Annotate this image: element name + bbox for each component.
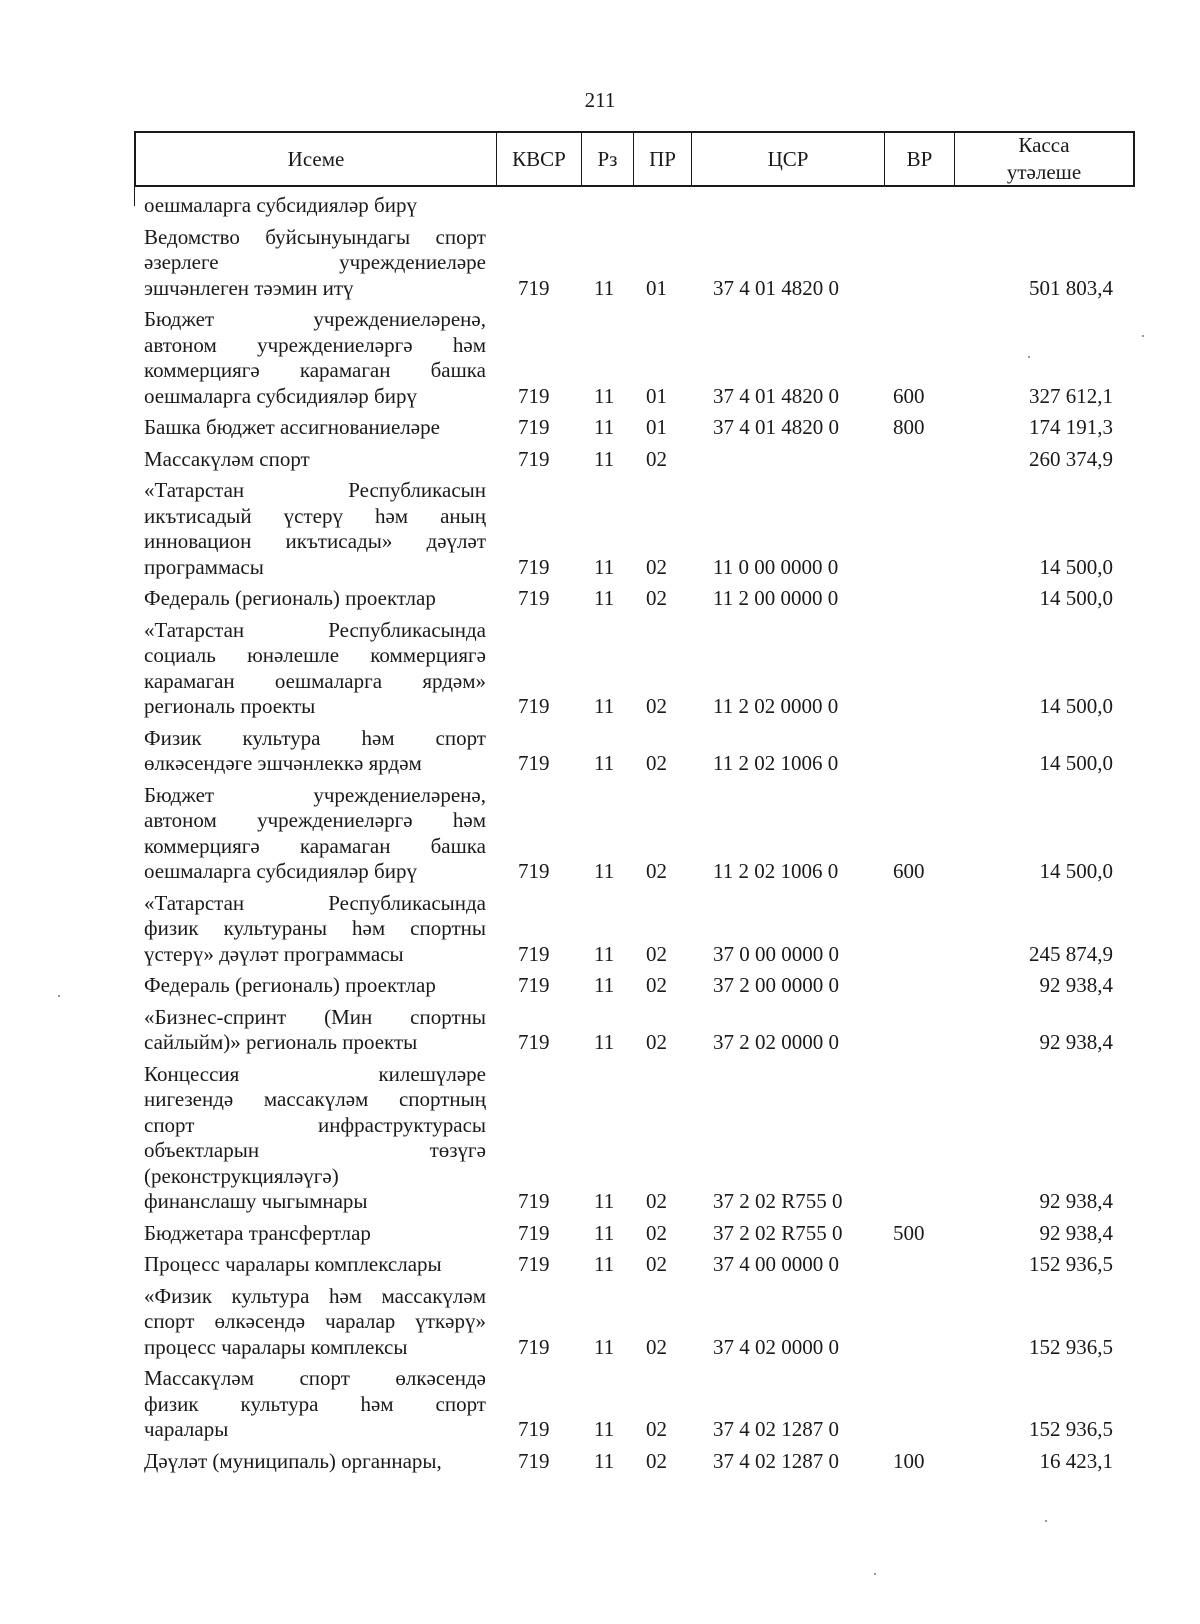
row-name [144,618,486,720]
row-name-line: «Бизнес-спринт (Мин спортны [144,1004,486,1029]
scan-speck [1142,335,1144,337]
row-name-line: икътисадый үстерү һәм аның [144,503,486,528]
header-sum: Касса утәлеше [1006,133,1082,184]
row-name-line: коммерциягә карамаган башка [144,358,486,382]
row-name-line: оешмаларга субсидияләр бирү [144,859,417,883]
row-kvsr: 719 [518,1417,550,1441]
row-name-line: инновацион икътисады» дәүләт [144,529,486,553]
row-name [144,478,486,580]
row-csr: 37 2 00 0000 0 [713,973,839,997]
row-kvsr: 719 [518,751,550,775]
row-csr: 37 4 00 0000 0 [713,1252,839,1276]
row-name [144,225,486,302]
row-kvsr: 719 [518,554,550,579]
row-name-line: нигезендә массакүләм спортның [144,1087,486,1111]
row-pr: 01 [646,415,667,439]
row-name [144,1284,486,1361]
row-kvsr: 719 [518,1030,550,1054]
row-csr: 37 2 02 0000 0 [713,1030,839,1054]
row-csr: 11 2 00 0000 0 [713,586,839,610]
row-csr: 11 2 02 0000 0 [713,694,839,718]
row-name-line: Массакүләм спорт өлкәсендә [144,1366,486,1390]
row-rz: 11 [594,1334,615,1359]
row-name-line: Ведомство буйсынуындагы спорт [144,224,486,249]
row-kvsr: 719 [518,859,550,883]
row-name-line: оешмаларга субсидияләр бирү [144,193,417,217]
row-name-line: Концессия килешүләре [144,1061,486,1086]
row-sum: 14 500,0 [1039,554,1113,579]
row-csr: 37 4 01 4820 0 [713,383,839,408]
row-name [144,1449,486,1475]
row-name-line: Бюджет учреждениеләренә, [144,307,486,331]
row-name [144,1221,486,1247]
row-name-line: социаль юнәлешле коммерциягә [144,643,486,667]
header-name: Исеме [136,133,497,185]
row-name [144,415,486,441]
row-pr: 02 [646,751,667,775]
row-sum: 92 938,4 [1039,1220,1113,1245]
row-name-line: автоном учреждениеләргә һәм [144,332,486,357]
row-sum: 14 500,0 [1039,751,1113,775]
row-sum: 16 423,1 [1039,1448,1113,1473]
header-rz: Рз [582,133,634,185]
row-sum: 245 874,9 [1029,941,1113,966]
row-name-line: эшчәнлеген тәэмин итү [144,275,354,300]
row-pr: 02 [646,1189,667,1213]
row-name-line: әзерлеге учреждениеләре [144,250,486,274]
row-kvsr: 719 [518,446,550,471]
row-pr: 02 [646,694,667,718]
row-pr: 02 [646,941,667,966]
row-rz: 11 [594,1448,615,1473]
row-kvsr: 719 [518,586,550,610]
row-name-line: коммерциягә карамаган башка [144,833,486,858]
row-kvsr: 719 [518,941,550,966]
header-vr: ВР [885,133,955,185]
row-sum: 14 500,0 [1039,694,1113,718]
row-sum: 152 936,5 [1029,1334,1113,1359]
row-name-line: чаралары [144,1417,229,1441]
scan-speck [874,1573,876,1575]
row-csr: 37 4 02 1287 0 [713,1417,839,1441]
row-sum: 501 803,4 [1029,275,1113,300]
row-name-line: Бюджетара трансфертлар [144,1220,371,1245]
row-pr: 02 [646,859,667,883]
row-rz: 11 [594,586,615,610]
row-kvsr: 719 [518,694,550,718]
row-name-line: Физик культура һәм спорт [144,725,486,750]
row-rz: 11 [594,1252,615,1276]
row-kvsr: 719 [518,1252,550,1276]
row-name-line: спорт инфраструктурасы [144,1112,486,1137]
row-vr: 600 [893,859,925,883]
row-name-line: финанслашу чыгымнары [144,1189,368,1213]
row-sum: 327 612,1 [1029,383,1113,408]
row-rz: 11 [594,1189,615,1213]
row-csr: 37 2 02 R755 0 [713,1220,843,1245]
row-kvsr: 719 [518,973,550,997]
row-name-line: региональ проекты [144,694,316,718]
row-vr: 100 [893,1448,925,1473]
row-name-line: автоном учреждениеләргә һәм [144,808,486,832]
row-name-line: «Татарстан Республикасында [144,890,486,915]
row-sum: 174 191,3 [1029,415,1113,439]
row-sum: 92 938,4 [1039,1030,1113,1054]
row-kvsr: 719 [518,1448,550,1473]
row-name [144,586,486,612]
row-csr: 11 2 02 1006 0 [713,859,839,883]
row-vr: 600 [893,383,925,408]
row-rz: 11 [594,275,615,300]
row-rz: 11 [594,751,615,775]
row-csr: 11 0 00 0000 0 [713,554,839,579]
row-name-line: Массакүләм спорт [144,446,310,471]
row-rz: 11 [594,859,615,883]
row-rz: 11 [594,1220,615,1245]
row-rz: 11 [594,1030,615,1054]
row-kvsr: 719 [518,275,550,300]
row-pr: 02 [646,554,667,579]
scan-speck [1045,1520,1047,1522]
scan-speck [1028,356,1030,358]
row-csr: 37 0 00 0000 0 [713,941,839,966]
row-rz: 11 [594,694,615,718]
row-name-line: объектларын төзүгә [144,1138,486,1162]
row-pr: 02 [646,973,667,997]
row-name-line: физик культура һәм спорт [144,1391,486,1416]
row-rz: 11 [594,554,615,579]
row-sum: 14 500,0 [1039,586,1113,610]
row-name [144,726,486,777]
row-name-line: Процесс чаралары комплекслары [144,1252,442,1276]
row-sum: 152 936,5 [1029,1417,1113,1441]
row-kvsr: 719 [518,415,550,439]
row-csr: 11 2 02 1006 0 [713,751,839,775]
row-pr: 02 [646,1252,667,1276]
row-name [144,1252,486,1278]
row-rz: 11 [594,446,615,471]
row-name-line: физик культураны һәм спортны [144,916,486,940]
row-name-line: карамаган оешмаларга ярдәм» [144,668,486,693]
row-name-line: процесс чаралары комплексы [144,1334,408,1359]
row-sum: 14 500,0 [1039,859,1113,883]
row-kvsr: 719 [518,1189,550,1213]
row-name [144,193,486,219]
row-pr: 02 [646,1448,667,1473]
row-name-line: үстерү» дәүләт программасы [144,941,404,966]
page-number: 211 [584,88,616,112]
row-name-line: спорт өлкәсендә чаралар үткәрү» [144,1309,486,1333]
row-name [144,1366,486,1443]
header-csr: ЦСР [692,133,885,185]
row-name-line: «Татарстан Республикасында [144,617,486,642]
header-pr: ПР [634,133,692,185]
row-name-line: Федераль (региональ) проектлар [144,586,436,610]
row-name [144,307,486,409]
row-rz: 11 [594,383,615,408]
row-name-line: «Физик культура һәм массакүләм [144,1283,486,1308]
row-kvsr: 719 [518,383,550,408]
row-rz: 11 [594,973,615,997]
row-pr: 02 [646,1220,667,1245]
row-pr: 02 [646,1030,667,1054]
row-name-line: Дәүләт (муниципаль) органнары, [144,1448,442,1473]
row-rz: 11 [594,941,615,966]
row-sum: 260 374,9 [1029,446,1113,471]
row-name [144,447,486,473]
row-name-line: Федераль (региональ) проектлар [144,973,436,997]
row-csr: 37 4 02 0000 0 [713,1334,839,1359]
row-sum: 92 938,4 [1039,1189,1113,1213]
row-pr: 02 [646,586,667,610]
row-pr: 01 [646,383,667,408]
row-rz: 11 [594,1417,615,1441]
row-kvsr: 719 [518,1334,550,1359]
row-name-line: оешмаларга субсидияләр бирү [144,383,417,408]
header-kvsr: КВСР [497,133,582,185]
row-vr: 800 [893,415,925,439]
row-vr: 500 [893,1220,925,1245]
row-name-line: «Татарстан Республикасын [144,478,486,502]
row-csr: 37 4 01 4820 0 [713,275,839,300]
row-sum: 152 936,5 [1029,1252,1113,1276]
row-name-line: программасы [144,554,264,579]
row-name-line: Бюджет учреждениеләренә, [144,782,486,807]
row-name-line: Башка бюджет ассигнованиеләре [144,415,440,439]
row-name [144,1062,486,1215]
row-rz: 11 [594,415,615,439]
row-csr: 37 4 01 4820 0 [713,415,839,439]
row-name-line: (реконструкцияләүгә) [144,1163,339,1188]
row-csr: 37 2 02 R755 0 [713,1189,843,1213]
row-kvsr: 719 [518,1220,550,1245]
row-name-line: өлкәсендәге эшчәнлеккә ярдәм [144,751,422,775]
scan-speck [58,995,60,997]
row-name [144,1005,486,1056]
row-csr: 37 4 02 1287 0 [713,1448,839,1473]
row-name [144,973,486,999]
row-name [144,891,486,968]
row-sum: 92 938,4 [1039,973,1113,997]
row-pr: 02 [646,446,667,471]
row-name-line: сайлыйм)» региональ проекты [144,1030,418,1054]
row-pr: 02 [646,1334,667,1359]
row-name [144,783,486,885]
row-pr: 02 [646,1417,667,1441]
row-pr: 01 [646,275,667,300]
